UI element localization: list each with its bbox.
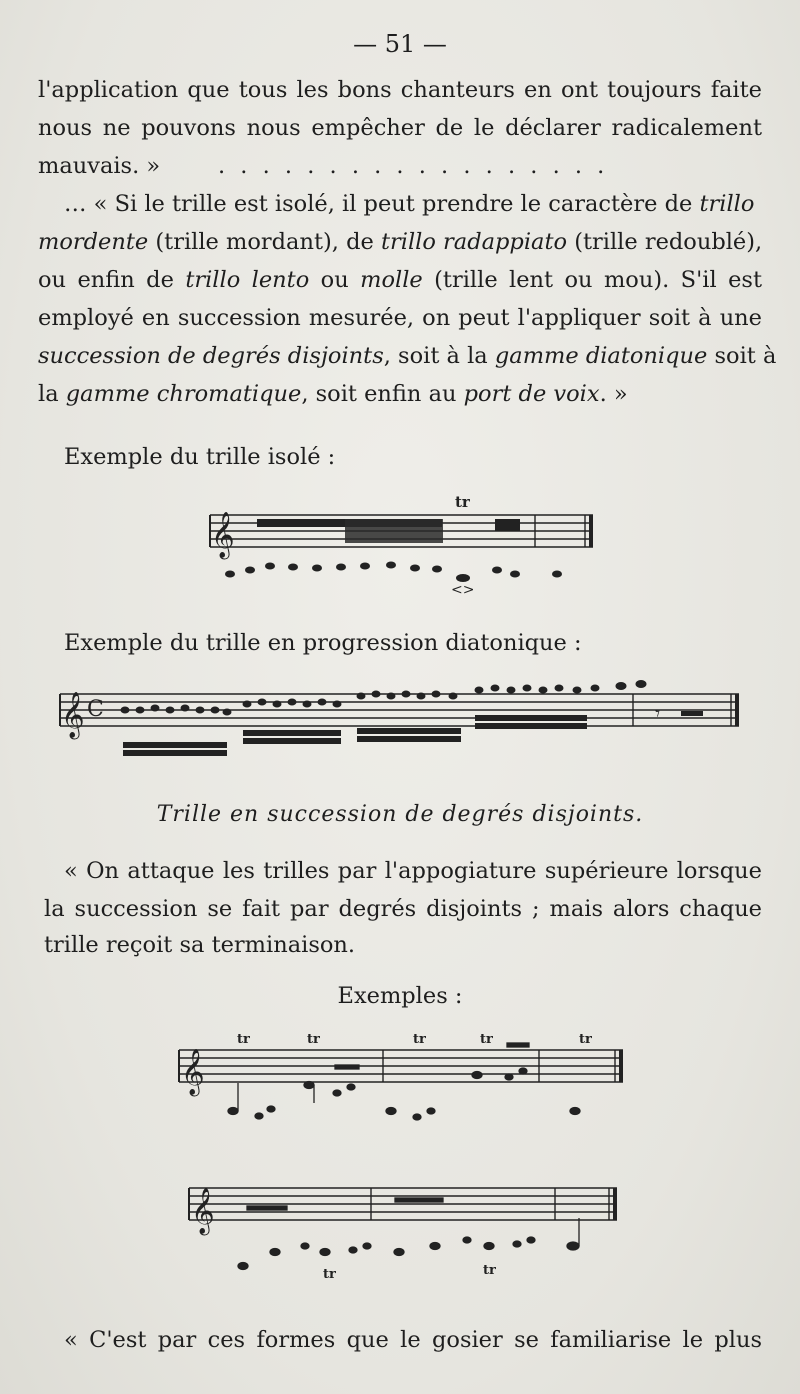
text-span: la <box>38 381 59 407</box>
text-span: mauvais. » <box>38 153 161 179</box>
trill-mark: tr <box>455 493 470 511</box>
trill-mark: tr <box>413 1032 426 1047</box>
text-line <box>38 227 762 257</box>
trill-mark: tr <box>237 1032 250 1047</box>
italic-term: trillo lento <box>185 267 310 293</box>
treble-clef-icon: 𝄞 <box>191 1188 215 1234</box>
text-span: soit à <box>714 343 777 369</box>
italic-term: trillo radappiato <box>380 229 568 255</box>
music-staff-disjoint-example-2 <box>185 1170 625 1282</box>
text-line: la succession se fait par degrés disjoints ; mais alors chaque <box>44 896 762 922</box>
trill-mark: tr <box>483 1263 496 1278</box>
text-line <box>38 341 777 371</box>
music-staff-diatonic-progression <box>55 670 745 768</box>
text-span: … « Si le trille est isolé, il peut prendre le caractère de <box>64 191 693 217</box>
trill-mark: tr <box>323 1267 336 1282</box>
text-line: trille reçoit sa terminaison. <box>44 932 356 958</box>
turn-ornament-icon: <> <box>451 582 475 595</box>
text-span: ou enfin de <box>38 267 174 293</box>
rest-icon: 𝄾 <box>655 701 661 725</box>
text-span: , soit à la <box>383 343 488 369</box>
example-heading: Exemple du trille en progression diatonique : <box>64 630 582 656</box>
treble-clef-icon: 𝄞 <box>181 1049 205 1095</box>
italic-term: mordente <box>38 229 149 255</box>
italic-term: gamme chromatique <box>65 381 302 407</box>
text-line: « C'est par ces formes que le gosier se familiarise le plus <box>64 1327 762 1353</box>
text-line <box>38 151 762 181</box>
treble-clef-icon: 𝄞 <box>211 512 235 558</box>
text-line: l'application que tous les bons chanteurs en ont toujours faite <box>38 77 762 103</box>
text-span: . » <box>599 381 628 407</box>
text-line: nous ne pouvons nous empêcher de le déclarer radicalement <box>38 115 762 141</box>
example-heading: Exemple du trille isolé : <box>64 444 336 470</box>
page-number: — 51 — <box>353 30 447 58</box>
trill-mark: tr <box>480 1032 493 1047</box>
music-staff-disjoint-example-1 <box>175 1025 630 1135</box>
italic-term: trillo <box>699 191 755 217</box>
text-line <box>64 189 762 219</box>
common-time-icon: C <box>87 697 104 722</box>
italic-term: port de voix <box>463 381 600 407</box>
text-span: ou <box>320 267 349 293</box>
trill-mark: tr <box>579 1032 592 1047</box>
text-line <box>38 265 762 295</box>
text-line <box>38 379 762 409</box>
trill-mark: tr <box>307 1032 320 1047</box>
music-staff-isolated-trill <box>205 490 600 595</box>
italic-term: succession de degrés disjoints <box>38 343 384 369</box>
text-line: employé en succession mesurée, on peut l'appliquer soit à une <box>38 305 762 331</box>
text-span: (trille lent ou mou). S'il est <box>434 267 762 293</box>
dot-leader: . . . . . . . . . . . . . . . . . . <box>218 153 609 179</box>
beam-group <box>345 519 443 543</box>
italic-term: molle <box>360 267 423 293</box>
beam <box>495 519 520 531</box>
text-span: (trille mordant), de <box>155 229 374 255</box>
example-heading: Exemples : <box>337 983 463 1009</box>
italic-term: gamme diatonique <box>494 343 708 369</box>
text-line: « On attaque les trilles par l'appogiature supérieure lorsque <box>64 858 762 884</box>
figure-caption: Trille en succession de degrés disjoints. <box>156 802 644 827</box>
text-span: , soit enfin au <box>301 381 457 407</box>
text-span: (trille redoublé), <box>574 229 763 255</box>
treble-clef-icon: 𝄞 <box>61 692 85 738</box>
